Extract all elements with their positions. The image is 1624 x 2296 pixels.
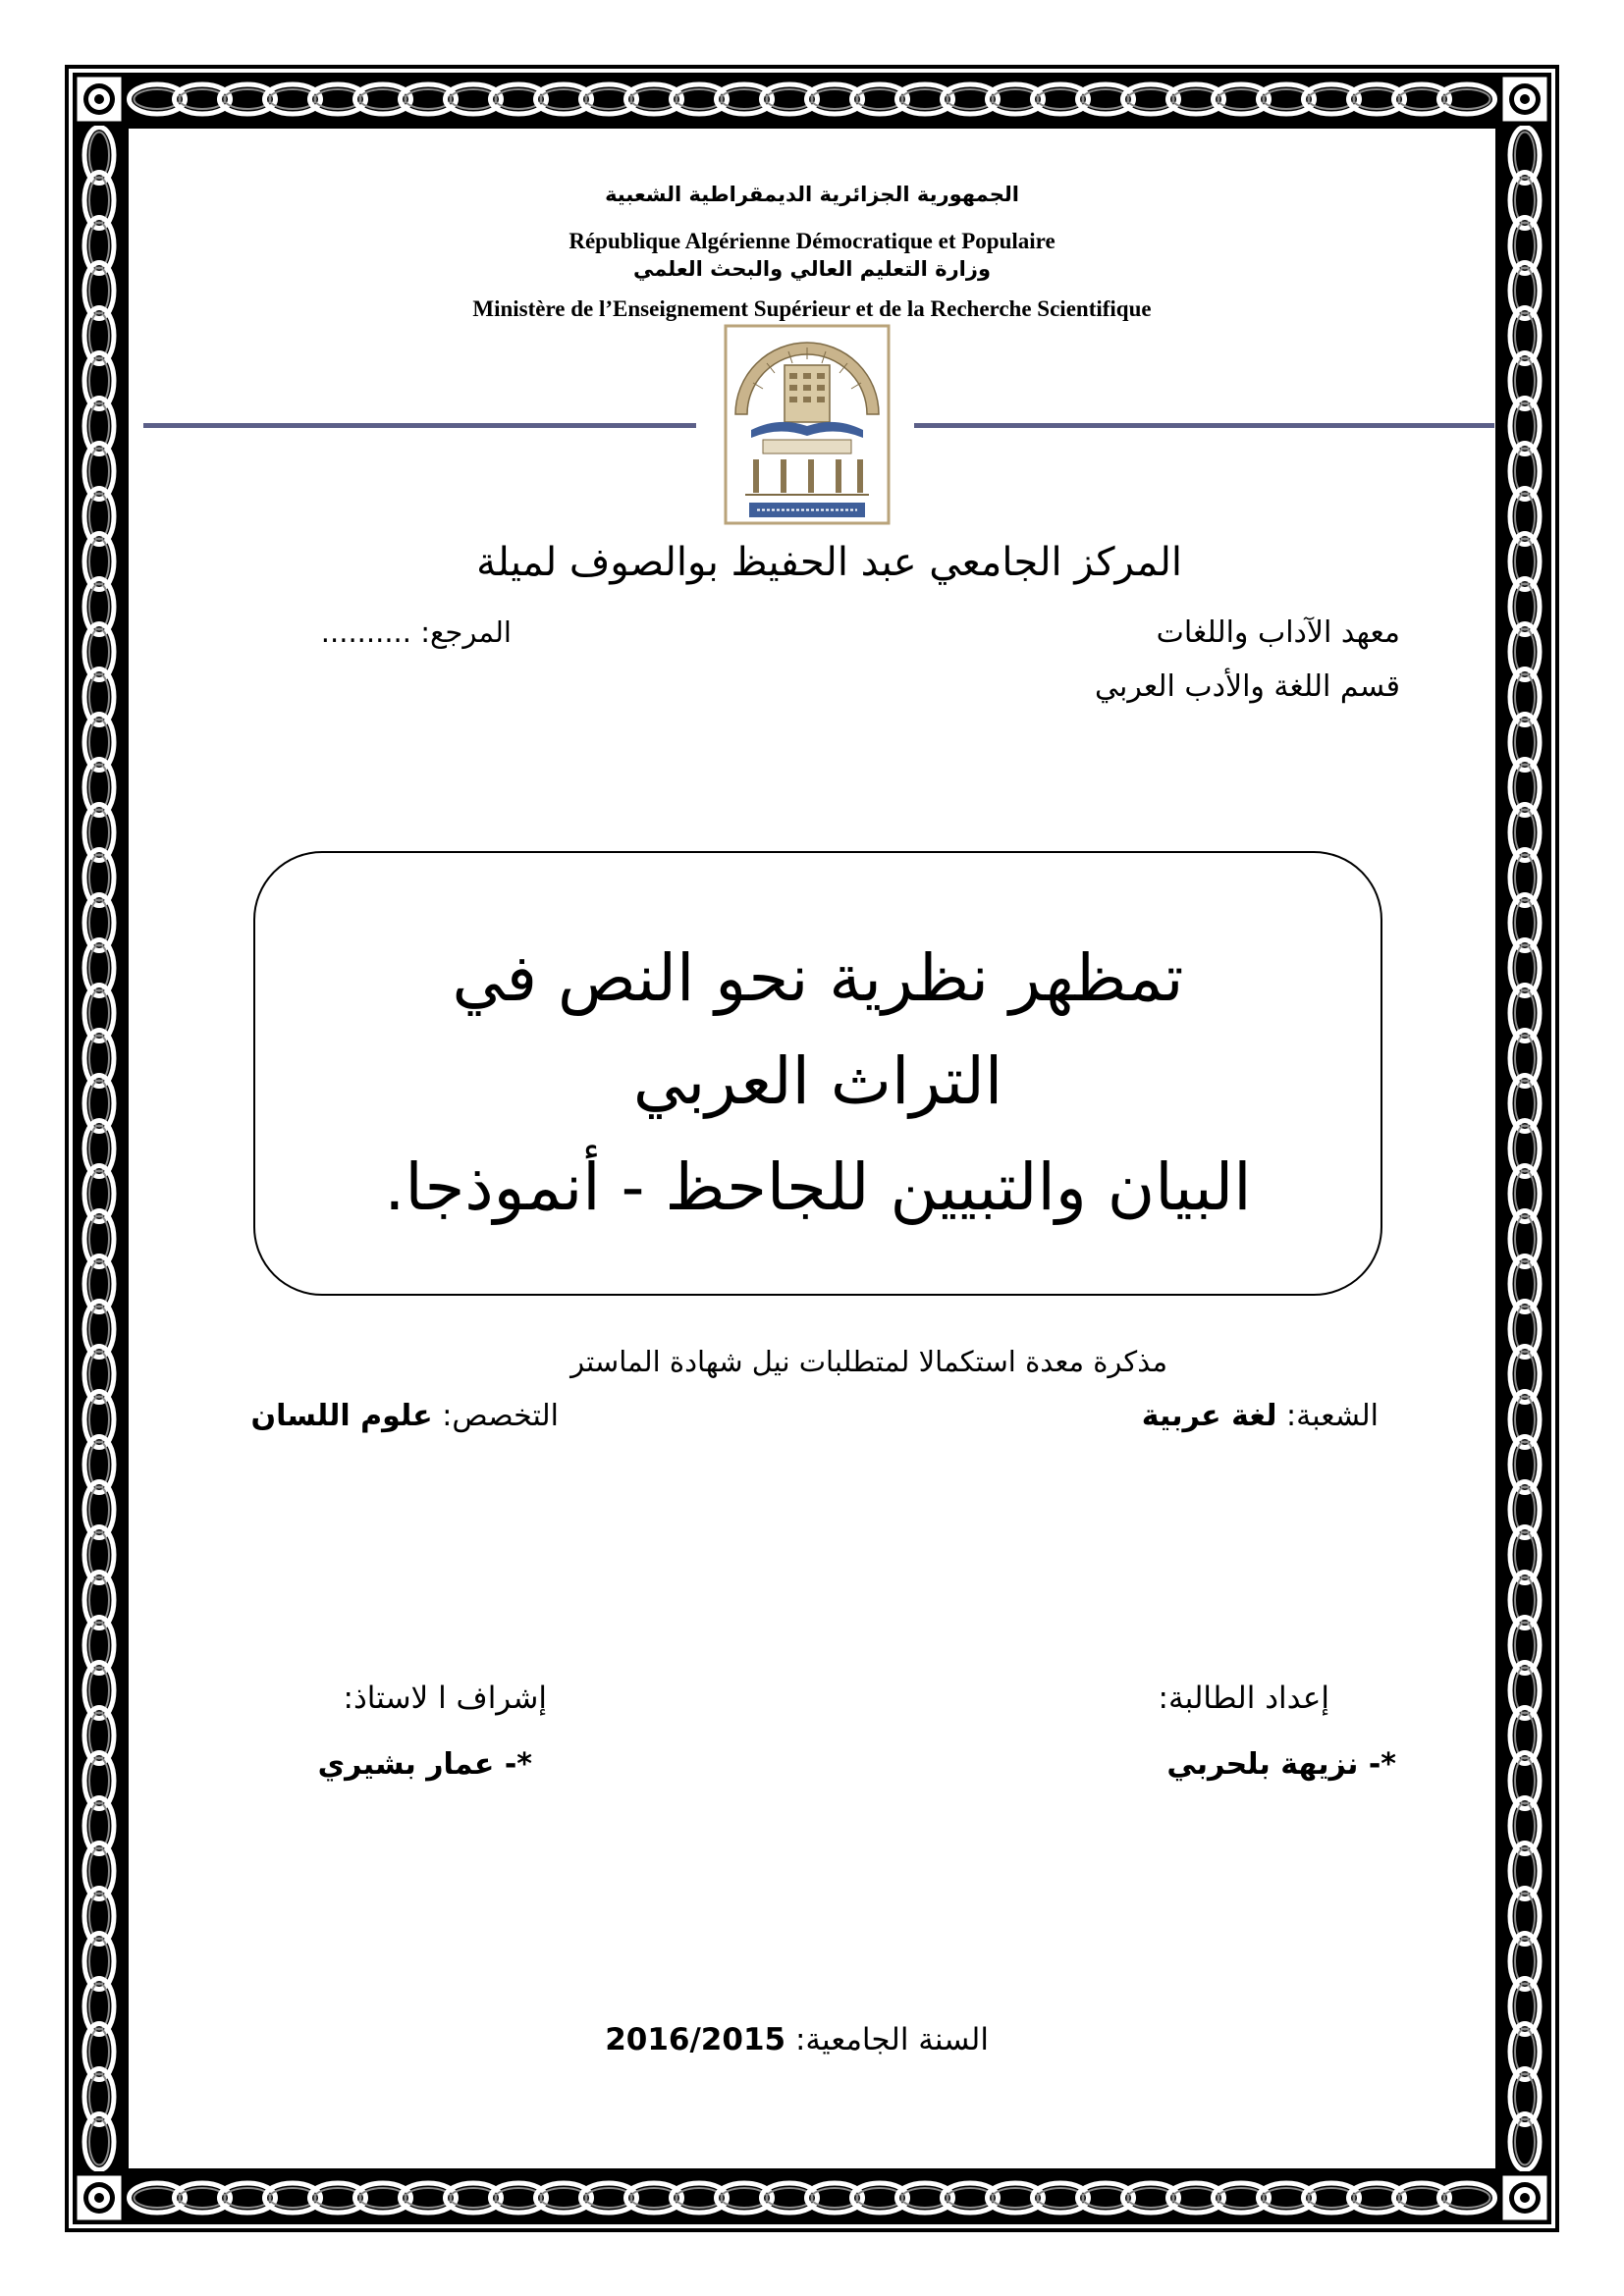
academic-year-value: 2016/2015 [605,2022,786,2057]
university-logo [724,324,891,525]
field-value: لغة عربية [1141,1399,1277,1433]
ministry-name-arabic: وزارة التعليم العالي والبحث العلمي [632,257,992,281]
border-chain-right [1500,126,1549,2171]
prepared-by-label: إعداد الطالبة: [1158,1681,1329,1716]
corner-ornament-icon [1500,75,1549,124]
academic-year-row [605,2022,989,2057]
academic-year-label: السنة الجامعية: [794,2022,989,2057]
specialty-label: التخصص: [442,1399,559,1433]
thesis-title-box [253,851,1382,1296]
border-chain-bottom [126,2173,1498,2222]
thesis-title-line-3: البيان والتبيين للجاحظ - أنموذجا. [384,1149,1252,1225]
student-name: *- نزيهة بلحربي [1166,1747,1396,1782]
divider-right [914,423,1494,428]
reference-field: المرجع: .......... [320,615,512,649]
border-chain-top [126,75,1498,124]
university-center-name: المركز الجامعي عبد الحفيظ بوالصوف لميلة [476,540,1182,585]
specialty-value: علوم اللسان [250,1399,433,1433]
field-row [1142,1399,1379,1433]
field-label: الشعبة: [1286,1399,1379,1433]
memoir-description: مذكرة معدة استكمالا لمتطلبات نيل شهادة الماستر [570,1345,1167,1378]
thesis-title-line-2: التراث العربي [632,1043,1003,1119]
corner-ornament-icon [1500,2173,1549,2222]
border-chain-left [75,126,124,2171]
corner-ornament-icon [75,75,124,124]
supervisor-name: *- عمار بشيري [317,1747,532,1782]
corner-ornament-icon [75,2173,124,2222]
divider-left [143,423,696,428]
ministry-name-french: Ministère de l’Enseignement Supérieur et de la Recherche Scientifique [472,296,1152,321]
republic-name-french: République Algérienne Démocratique et Populaire [568,229,1056,253]
supervisor-label: إشراف ا لاستاذ: [343,1681,547,1716]
institute-name: معهد الآداب واللغات [1156,615,1400,650]
republic-name-arabic: الجمهورية الجزائرية الديمقراطية الشعبية [605,183,1019,206]
specialty-row [251,1399,560,1433]
thesis-title-line-1: تمظهر نظرية نحو النص في [452,940,1184,1016]
department-name: قسم اللغة والأدب العربي [1094,669,1400,704]
